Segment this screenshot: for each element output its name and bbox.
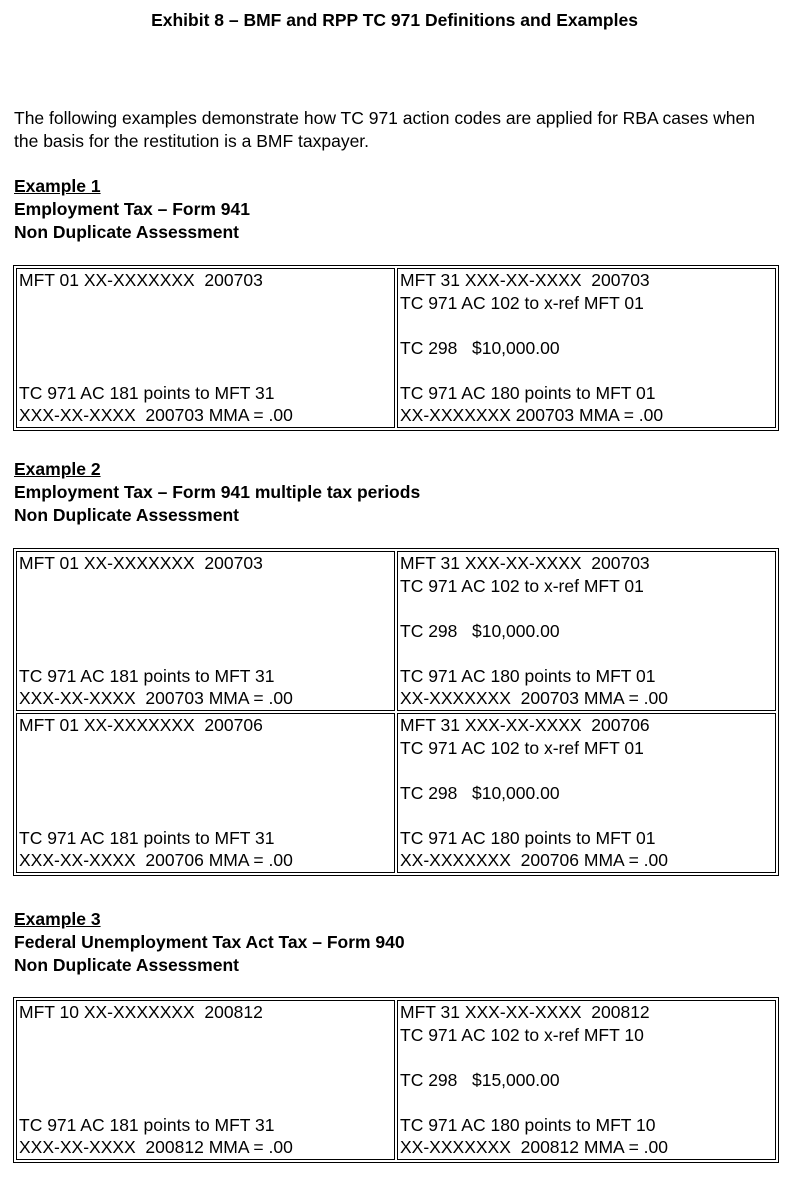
- example-subtitle: Employment Tax – Form 941: [14, 199, 251, 219]
- example-3-table: [13, 997, 779, 1163]
- right-cell: [397, 1000, 776, 1160]
- right-cell: [397, 713, 776, 873]
- cell-text: MFT 01 XX-XXXXXXX 200703: [19, 553, 263, 573]
- intro-paragraph: The following examples demonstrate how TC 971 action codes are applied for RBA cases when the basis for the restitution is a BMF taxpayer.: [14, 108, 755, 151]
- example-2-table: [13, 548, 779, 876]
- example-label: Example 2: [14, 459, 101, 479]
- example-subtitle: Employment Tax – Form 941 multiple tax periods: [14, 482, 421, 502]
- left-cell: [16, 268, 395, 428]
- cell-text: TC 971 AC 102 to x-ref MFT 01: [400, 575, 644, 596]
- cell-text: XXX-XX-XXXX 200703 MMA = .00: [19, 405, 293, 426]
- example-1-table: [13, 265, 779, 431]
- example-type: Non Duplicate Assessment: [14, 222, 239, 242]
- left-cell: [16, 713, 395, 873]
- cell-text: TC 971 AC 181 points to MFT 31: [19, 665, 275, 686]
- cell-text: TC 971 AC 181 points to MFT 31: [19, 382, 275, 403]
- table-row: [16, 551, 776, 711]
- amount-text: TC 298 $10,000.00: [400, 337, 560, 358]
- cell-text: TC 971 AC 102 to x-ref MFT 10: [400, 1024, 644, 1045]
- cell-text: TC 971 AC 180 points to MFT 10: [400, 1114, 656, 1135]
- cell-text: MFT 31 XXX-XX-XXXX 200812: [400, 1002, 650, 1022]
- example-3-heading: [14, 908, 405, 977]
- amount-text: TC 298 $15,000.00: [400, 1069, 560, 1090]
- cell-text: TC 971 AC 102 to x-ref MFT 01: [400, 737, 644, 758]
- amount-text: TC 298 $10,000.00: [400, 782, 560, 803]
- cell-text: MFT 01 XX-XXXXXXX 200703: [19, 270, 263, 290]
- example-2-heading: [14, 458, 420, 527]
- cell-text: TC 971 AC 180 points to MFT 01: [400, 827, 656, 848]
- right-cell: [397, 551, 776, 711]
- example-type: Non Duplicate Assessment: [14, 505, 239, 525]
- example-label: Example 1: [14, 176, 101, 196]
- table-row: [16, 1000, 776, 1160]
- cell-text: TC 971 AC 102 to x-ref MFT 01: [400, 292, 644, 313]
- cell-text: TC 971 AC 181 points to MFT 31: [19, 1114, 275, 1135]
- example-1-heading: [14, 175, 250, 244]
- cell-text: XX-XXXXXXX 200812 MMA = .00: [400, 1137, 668, 1158]
- cell-text: MFT 31 XXX-XX-XXXX 200703: [400, 270, 650, 290]
- left-cell: [16, 1000, 395, 1160]
- cell-text: XX-XXXXXXX 200703 MMA = .00: [400, 688, 668, 709]
- table-row: [16, 268, 776, 428]
- left-cell: [16, 551, 395, 711]
- cell-text: MFT 31 XXX-XX-XXXX 200703: [400, 553, 650, 573]
- cell-text: MFT 31 XXX-XX-XXXX 200706: [400, 715, 650, 735]
- cell-text: MFT 10 XX-XXXXXXX 200812: [19, 1002, 263, 1022]
- cell-text: MFT 01 XX-XXXXXXX 200706: [19, 715, 263, 735]
- amount-text: TC 298 $10,000.00: [400, 620, 560, 641]
- example-type: Non Duplicate Assessment: [14, 955, 239, 975]
- cell-text: XXX-XX-XXXX 200812 MMA = .00: [19, 1137, 293, 1158]
- table-row: [16, 713, 776, 873]
- cell-text: XX-XXXXXXX 200706 MMA = .00: [400, 850, 668, 871]
- cell-text: XXX-XX-XXXX 200703 MMA = .00: [19, 688, 293, 709]
- cell-text: TC 971 AC 180 points to MFT 01: [400, 382, 656, 403]
- cell-text: TC 971 AC 180 points to MFT 01: [400, 665, 656, 686]
- example-label: Example 3: [14, 909, 101, 929]
- right-cell: [397, 268, 776, 428]
- cell-text: TC 971 AC 181 points to MFT 31: [19, 827, 275, 848]
- cell-text: XXX-XX-XXXX 200706 MMA = .00: [19, 850, 293, 871]
- cell-text: XX-XXXXXXX 200703 MMA = .00: [400, 405, 664, 426]
- example-subtitle: Federal Unemployment Tax Act Tax – Form 940: [14, 932, 405, 952]
- page-title: Exhibit 8 – BMF and RPP TC 971 Definitions and Examples: [151, 10, 638, 30]
